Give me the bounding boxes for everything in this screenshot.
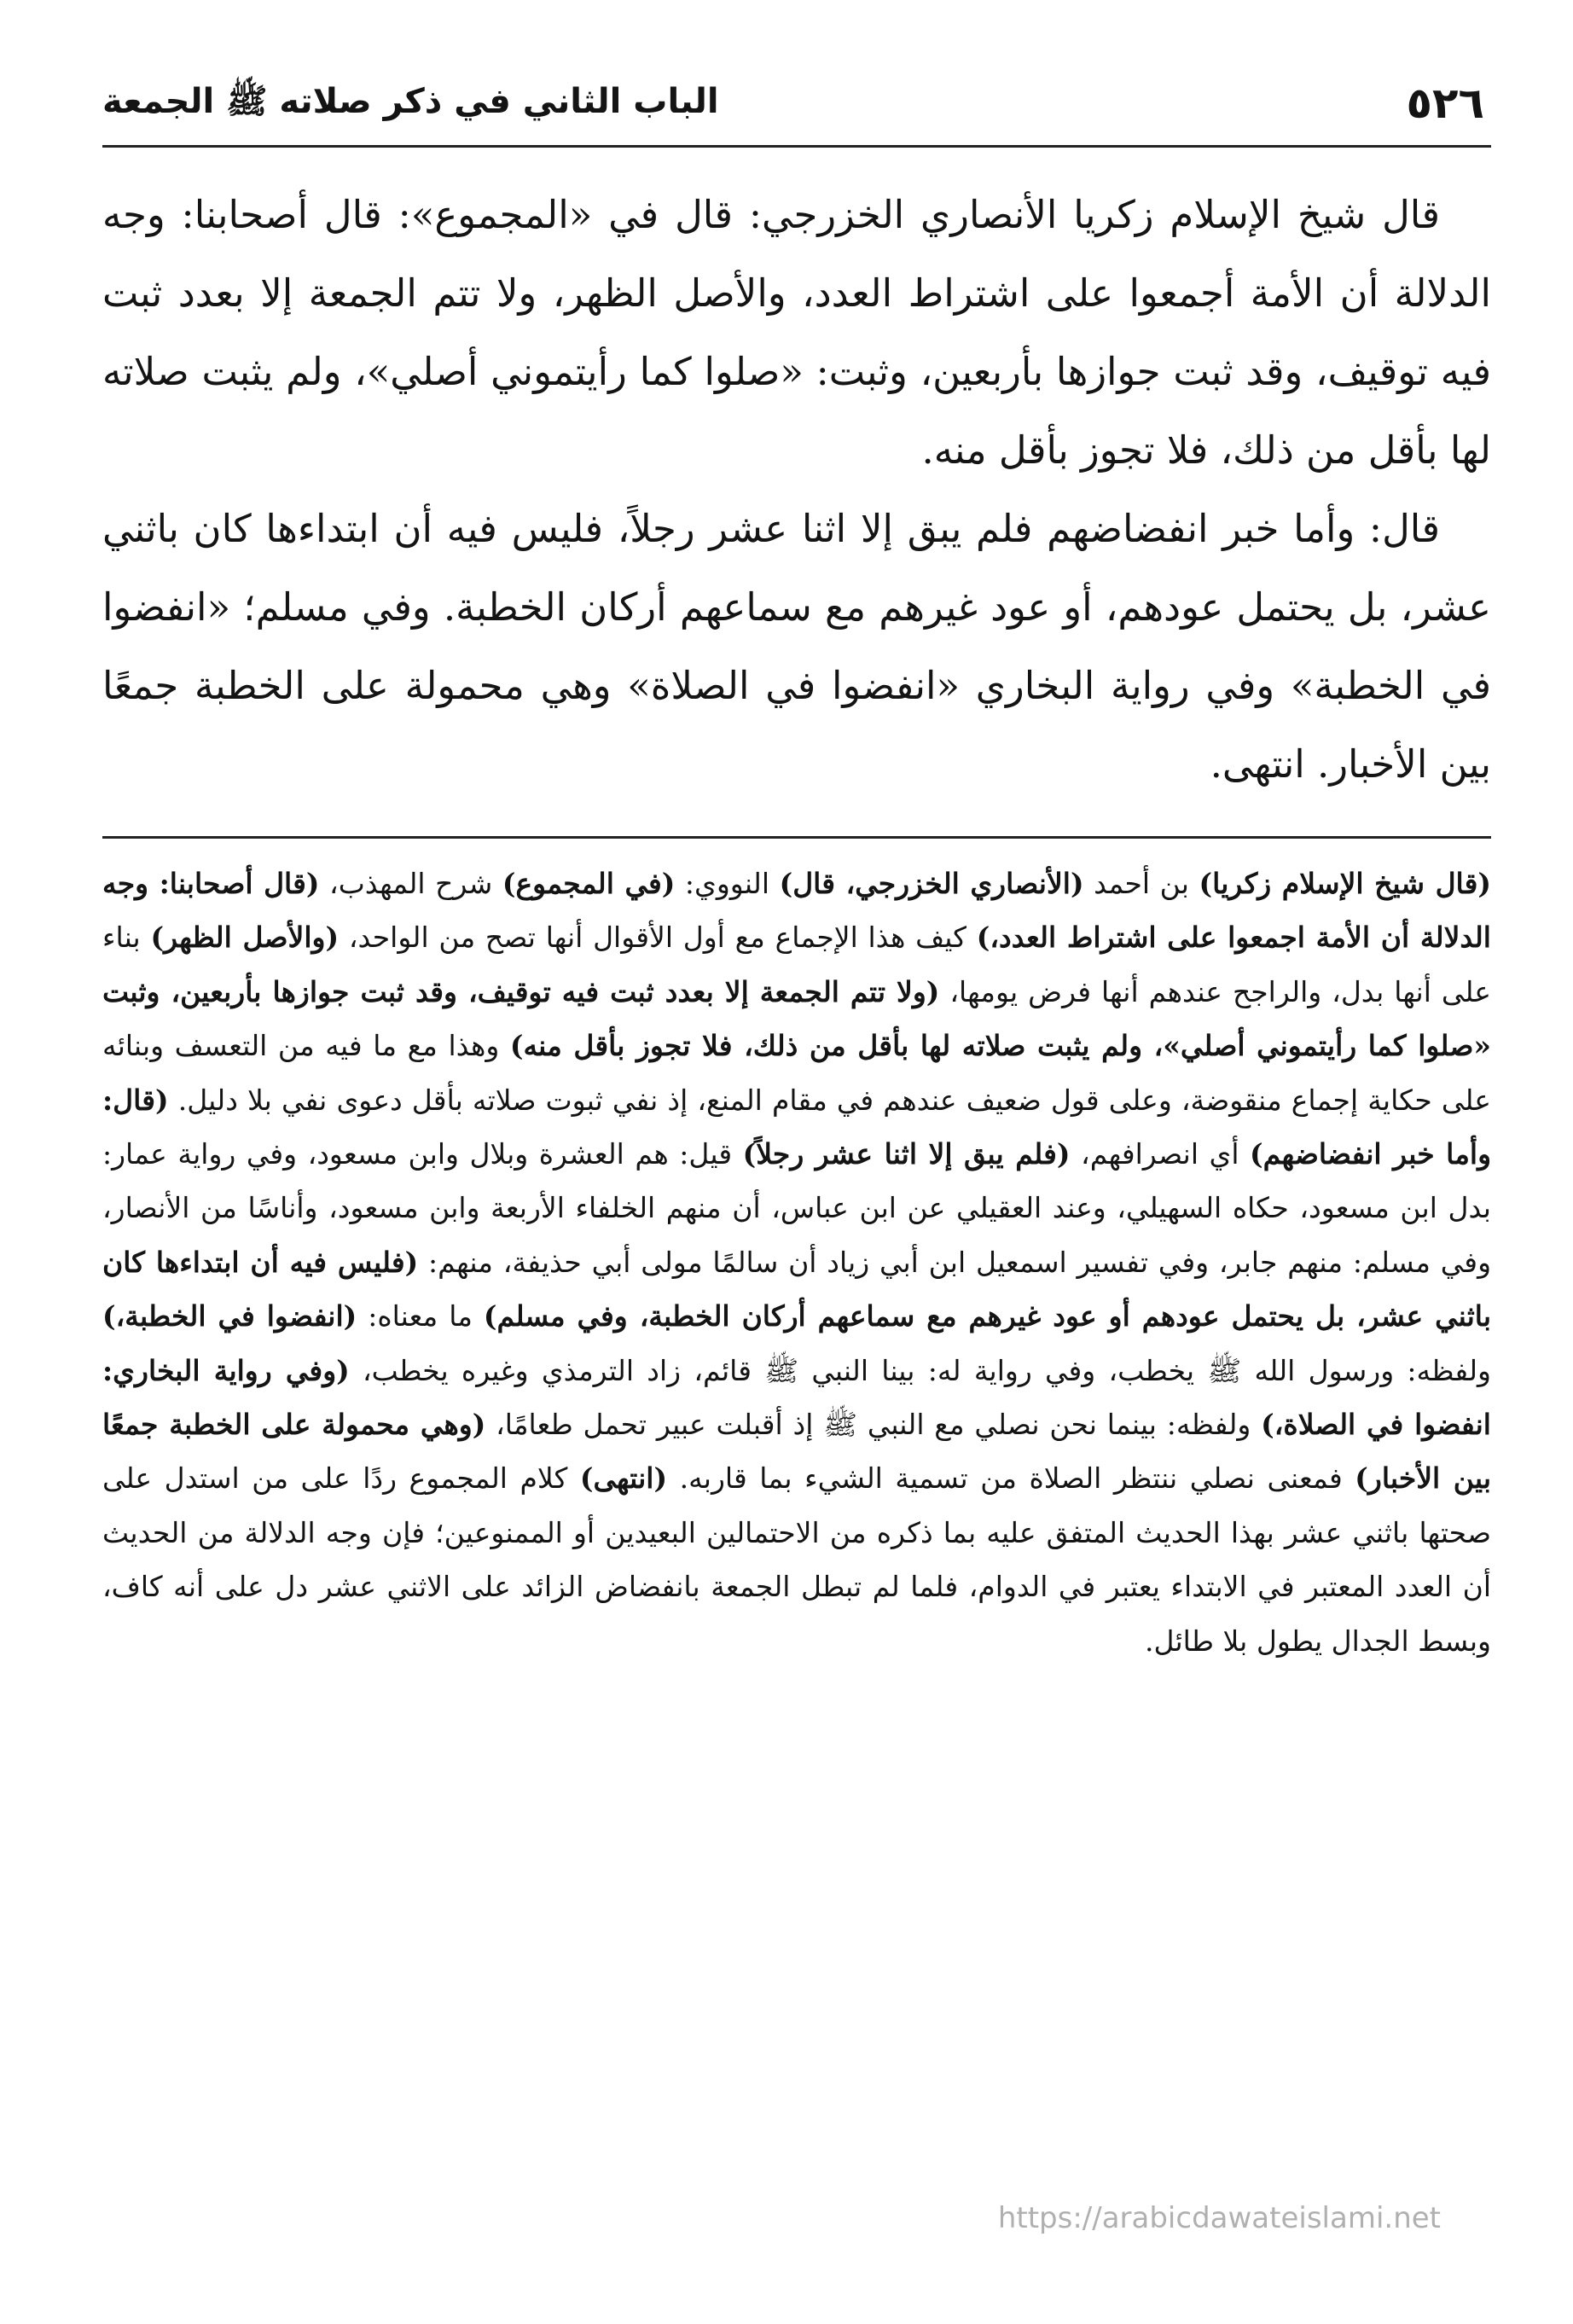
page-number: ٥٢٦ [1406, 78, 1484, 128]
commentary-text: شرح المهذب، [319, 867, 502, 900]
commentary-text: ما معناه: [357, 1299, 484, 1333]
quoted-text: (فلم يبق إلا اثنا عشر رجلاً) [742, 1137, 1071, 1171]
quoted-text: (انتهى) [579, 1461, 668, 1496]
main-paragraph: قال شيخ الإسلام زكريا الأنصاري الخزرجي: قال في «المجموع»: قال أصحابنا: وجه الدلالة أن الأمة أجمعوا على اشتراط العدد، والأصل الظهر، ولا تتم الجمعة إلا بعدد ثبت فيه توقيف، وقد ثبت جوازها بأربعين، وثبت: «صلوا كما رأيتموني أصلي»، ولم يثبت صلاته لها بأقل من ذلك، فلا تجوز بأقل منه. [102, 192, 1491, 473]
quoted-text: (انفضوا في الخطبة،) [102, 1299, 357, 1333]
commentary-text: كيف هذا الإجماع مع أول الأقوال أنها تصح من الواحد، [339, 921, 977, 955]
main-paragraph: قال: وأما خبر انفضاضهم فلم يبق إلا اثنا عشر رجلاً، فليس فيه أن ابتداءها كان باثني عشر، بل يحتمل عودهم، أو عود غيرهم مع سماعهم أركان الخطبة. وفي مسلم؛ «انفضوا في الخطبة» وفي رواية البخاري «انفضوا في الصلاة» وهي محمولة على الخطبة جمعًا بين الأخبار. انتهى. [102, 506, 1491, 787]
commentary-text: ولفظه: ورسول الله ﷺ يخطب، وفي رواية له: بينا النبي ﷺ قائم، زاد الترمذي وغيره يخطب، [349, 1353, 1491, 1387]
commentary-paragraph [102, 857, 1491, 1668]
quoted-text: (قال: وأما خبر انفضاضهم) [102, 1083, 1492, 1171]
commentary-text: أي انصرافهم، [1070, 1137, 1251, 1171]
commentary-text: النووي: [675, 867, 780, 900]
main-text-block [102, 176, 1491, 804]
quoted-text: (والأصل الظهر) [150, 921, 340, 955]
commentary-block [102, 857, 1491, 1668]
quoted-text: (فليس فيه أن ابتداءها كان باثني عشر، بل يحتمل عودهم أو عود غيرهم مع سماعهم أركان الخطبة، وفي مسلم) [102, 1245, 1492, 1333]
quoted-text: (ولا تتم الجمعة إلا بعدد ثبت فيه توقيف، وقد ثبت جوازها بأربعين، وثبت «صلوا كما رأيتموني أصلي»، ولم يثبت صلاته لها بأقل من ذلك، فلا تجوز بأقل منه) [102, 974, 1491, 1063]
commentary-text: فمعنى نصلي ننتظر الصلاة من تسمية الشيء بما قاربه. [667, 1461, 1355, 1496]
quoted-text: (وهي محمولة على الخطبة جمعًا بين الأخبار) [102, 1408, 1492, 1496]
commentary-text: بن أحمد [1083, 867, 1199, 900]
commentary-text: قيل: هم العشرة وبلال وابن مسعود، وفي رواية عمار: بدل ابن مسعود، حكاه السهيلي، وعند العقيلي عن ابن عباس، أن منهم الخلفاء الأربعة وابن مسعود، وأناسًا من الأنصار، وفي مسلم: منهم جابر، وفي تفسير اسمعيل ابن أبي زياد أن سالمًا مولى أبي حذيفة، منهم: [102, 1137, 1491, 1279]
quoted-text: (قال شيخ الإسلام زكريا) [1199, 867, 1491, 900]
quoted-text: (في المجموع) [502, 867, 676, 900]
quoted-text: (قال أصحابنا: وجه الدلالة أن الأمة اجمعوا على اشتراط العدد،) [102, 867, 1491, 955]
watermark-url: https://arabicdawateislami.net [997, 2201, 1441, 2235]
footnote-separator [102, 836, 1491, 839]
commentary-text: بناء على أنها بدل، والراجح عندهم أنها فرض يومها، [102, 921, 1492, 1008]
quoted-text: (وفي رواية البخاري: انفضوا في الصلاة،) [102, 1353, 1491, 1442]
commentary-text: وهذا مع ما فيه من التعسف وبنائه على حكاية إجماع منقوضة، وعلى قول ضعيف عندهم في مقام المنع، إذ نفي ثبوت صلاته بأقل دعوى نفي بلا دليل. [102, 1029, 1491, 1117]
page-header [102, 73, 1491, 148]
running-title: الباب الثاني في ذكر صلاته ﷺ الجمعة [102, 82, 719, 121]
commentary-text: ولفظه: بينما نحن نصلي مع النبي ﷺ إذ أقبلت عبير تحمل طعامًا، [485, 1408, 1262, 1442]
commentary-text: كلام المجموع ردًا على من استدل على صحتها باثني عشر بهذا الحديث المتفق عليه بما ذكره من الاحتمالين البعيدين أو الممنوعين؛ فإن وجه الدلالة من الحديث أن العدد المعتبر في الابتداء يعتبر في الدوام، فلما لم تبطل الجمعة بانفضاض الزائد على الاثني عشر دل على أنه كاف، وبسط الجدال يطول بلا طائل. [102, 1461, 1491, 1658]
quoted-text: (الأنصاري الخزرجي، قال) [779, 867, 1084, 900]
